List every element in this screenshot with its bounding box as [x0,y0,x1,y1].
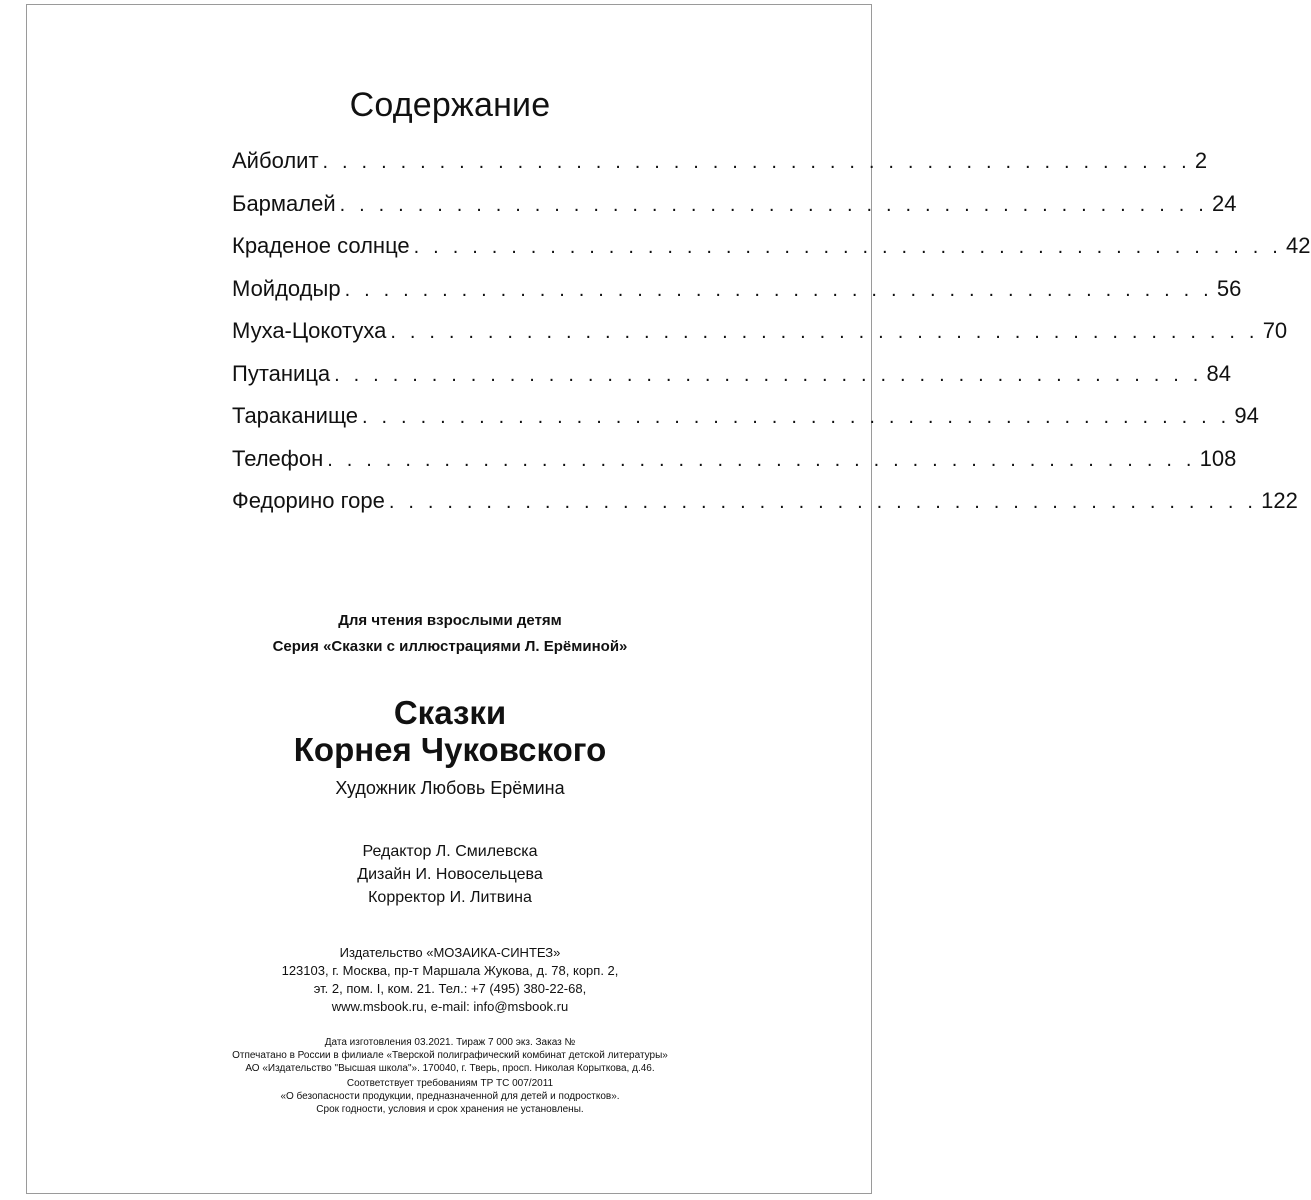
publisher-web: www.msbook.ru, e-mail: info@msbook.ru [331,999,569,1014]
toc-entry-page: 94 [1234,403,1259,428]
toc-entry [232,445,1237,489]
toc-entry [232,275,1242,319]
imprint-line-6: Срок годности, условия и срок хранения не установлены. [316,1104,584,1115]
book-title-line-1: Сказки [393,694,507,731]
toc-entry [232,233,1311,276]
toc-leader-dots: . . . . . . . . . . . . . . . . . . . . . . . . . . . . . . . . . . . . . . . . . . . . . [390,321,1259,343]
toc-entry-page: 56 [1216,275,1242,301]
toc-entry-page: 122 [1261,488,1298,513]
toc-entry [232,360,1231,404]
toc-entry-title: Мойдодыр [232,275,341,301]
toc-entry [232,403,1259,446]
toc-leader-dots: . . . . . . . . . . . . . . . . . . . . . . . . . . . . . . . . . . . . . . . . . . . . . [327,448,1196,471]
toc-entry-page: 24 [1211,190,1237,216]
toc-leader-dots: . . . . . . . . . . . . . . . . . . . . . . . . . . . . . . . . . . . . . . . . . . . . . [413,236,1283,258]
toc-entry-title: Бармалей [232,190,336,216]
toc-entry [232,148,1208,191]
toc-leader-dots: . . . . . . . . . . . . . . . . . . . . . . . . . . . . . . . . . . . . . . . . . . . . . [339,193,1208,216]
toc-leader-dots: . . . . . . . . . . . . . . . . . . . . . . . . . . . . . . . . . . . . . . . . . . . . . [322,151,1191,173]
toc-entry-page: 84 [1206,360,1231,386]
series-note: Серия «Сказки с иллюстрациями Л. Ерёминой» [272,638,628,655]
proofreader-credit: Корректор И. Литвина [368,889,532,906]
toc-leader-dots: . . . . . . . . . . . . . . . . . . . . . . . . . . . . . . . . . . . . . . . . . . . . . [362,406,1231,428]
toc-entry-page: 70 [1262,318,1288,343]
publisher-address-1: 123103, г. Москва, пр-т Маршала Жукова, д. 78, корп. 2, [281,963,619,978]
toc-leader-dots: . . . . . . . . . . . . . . . . . . . . . . . . . . . . . . . . . . . . . . . . . . . . . [344,278,1213,301]
toc-title: Содержание [349,86,551,124]
toc-entry [232,318,1288,361]
toc-entry-title: Айболит [232,148,319,173]
imprint-line-1: Дата изготовления 03.2021. Тираж 7 000 экз. Заказ № [324,1037,576,1048]
book-title-line-2: Корнея Чуковского [293,731,607,768]
artist-credit: Художник Любовь Ерёмина [335,778,565,798]
editor-credit: Редактор Л. Смилевска [362,843,538,860]
toc-entry [232,190,1237,234]
toc-entry-page: 2 [1194,148,1208,173]
audience-note: Для чтения взрослыми детям [338,612,562,629]
toc-leader-dots: . . . . . . . . . . . . . . . . . . . . . . . . . . . . . . . . . . . . . . . . . . . . . [388,491,1258,513]
imprint-line-2: Отпечатано в России в филиале «Тверской полиграфический комбинат детской литературы» [232,1050,668,1061]
design-credit: Дизайн И. Новосельцева [357,866,543,883]
toc-entry-page: 42 [1286,233,1311,258]
imprint-line-4: Соответствует требованиям ТР ТС 007/2011 [346,1078,554,1089]
toc-entry-title: Муха-Цокотуха [232,318,387,343]
publisher-address-2: эт. 2, пом. I, ком. 21. Тел.: +7 (495) 380-22-68, [313,981,587,996]
toc-entry-title: Краденое солнце [232,233,410,258]
toc-entry-title: Федорино горе [232,488,385,513]
toc-entry [232,488,1298,531]
table-of-contents [232,148,1311,531]
toc-entry-title: Телефон [232,445,324,471]
imprint-line-5: «О безопасности продукции, предназначенной для детей и подростков». [280,1091,620,1102]
publisher-name: Издательство «МОЗАИКА-СИНТЕЗ» [339,945,561,960]
toc-entry-page: 108 [1199,445,1237,471]
toc-leader-dots: . . . . . . . . . . . . . . . . . . . . . . . . . . . . . . . . . . . . . . . . . . . . . [334,363,1203,386]
toc-entry-title: Путаница [232,360,331,386]
imprint-line-3: АО «Издательство "Высшая школа"». 170040, г. Тверь, просп. Николая Корыткова, д.46. [245,1063,655,1074]
toc-entry-title: Тараканище [232,403,359,428]
